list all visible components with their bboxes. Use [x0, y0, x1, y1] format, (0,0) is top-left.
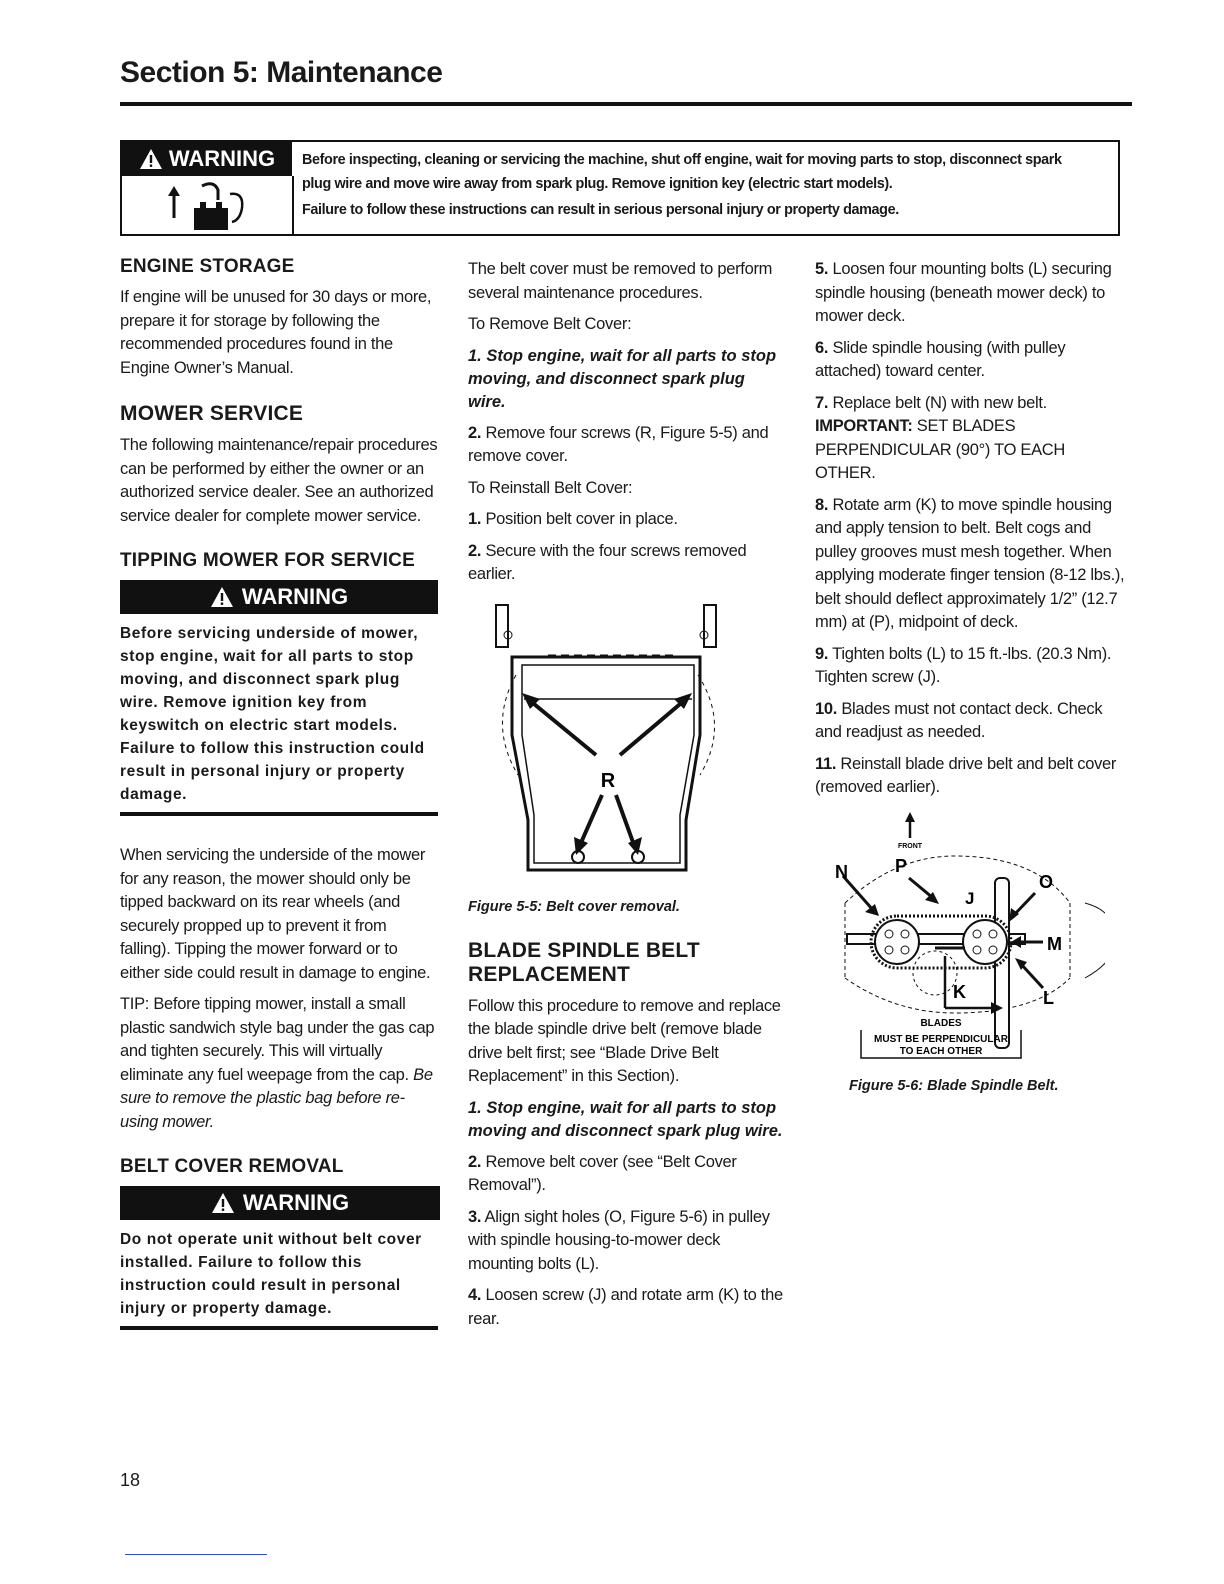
- blade-spindle-heading-1: BLADE SPINDLE BELT: [468, 938, 700, 962]
- page-number: 18: [120, 1470, 141, 1490]
- top-warning-label: WARNING: [122, 142, 292, 176]
- figure-label-n: N: [835, 861, 848, 882]
- figure-label-l: L: [1043, 987, 1054, 1008]
- blade-step-11: 11. Reinstall blade drive belt and belt cover (removed earlier).: [815, 754, 1117, 796]
- blade-step-9: 9. Tighten bolts (L) to 15 ft.-lbs. (20.3 Nm). Tighten screw (J).: [815, 644, 1112, 686]
- tip-text: TIP: Before tipping mower, install a small plastic sandwich style bag under the gas cap and tighten securely. This will virtually eliminate any fuel weepage from the cap. Be sure to remove the plastic bag before re-using mower.: [120, 995, 435, 1131]
- belt-cover-warning-text: Do not operate unit without belt cover installed. Failure to follow this instruction could result in personal injury or property damage.: [120, 1231, 422, 1317]
- figure-label-p: P: [895, 855, 908, 876]
- figure-5-5-caption: Figure 5-5: Belt cover removal.: [468, 898, 680, 915]
- blade-step-5: 5. Loosen four mounting bolts (L) securing spindle housing (beneath mower deck) to mower deck.: [815, 260, 1112, 325]
- belt-cover-warning-rule: [120, 1326, 438, 1330]
- column-2: [468, 258, 783, 1339]
- belt-cover-heading: BELT COVER REMOVAL: [120, 1156, 344, 1177]
- blade-step-3: 3. Align sight holes (O, Figure 5-6) in pulley with spindle housing-to-mower deck mounting bolts (L).: [468, 1207, 770, 1273]
- figure-label-k: K: [953, 981, 966, 1002]
- figure-5-6-caption: Figure 5-6: Blade Spindle Belt.: [849, 1077, 1059, 1094]
- blade-step-7: 7. Replace belt (N) with new belt.: [815, 393, 1047, 412]
- blade-step-6: 6. Slide spindle housing (with pulley attached) toward center.: [815, 338, 1066, 380]
- disconnect-spark-plug-icon: [122, 176, 294, 234]
- figure-label-blades: BLADES: [920, 1017, 962, 1029]
- figure-label-m: M: [1047, 933, 1062, 954]
- belt-cover-warning-label: WARNING: [120, 1186, 440, 1220]
- blade-step-1: 1. Stop engine, wait for all parts to stop moving and disconnect spark plug wire.: [468, 1098, 783, 1140]
- figure-label-front: FRONT: [897, 842, 923, 850]
- column-1: [120, 256, 438, 1330]
- engine-storage-heading: ENGINE STORAGE: [120, 256, 295, 277]
- mower-service-text: The following maintenance/repair procedures can be performed by either the owner or an authorized service dealer. See an authorized service dealer for complete mower service.: [120, 436, 438, 525]
- bottom-link-line: [125, 1554, 267, 1555]
- column-3: [815, 258, 1125, 1094]
- tipping-heading: TIPPING MOWER FOR SERVICE: [120, 550, 415, 571]
- tipping-text: When servicing the underside of the mower for any reason, the mower should only be tipped backward on its rear wheels (and securely propped up to prevent it from falling). Tipping the mower forward or to either side could result in damage to engine.: [120, 846, 431, 982]
- blade-step-8: 8. Rotate arm (K) to move spindle housing and apply tension to belt. Belt cogs and pulley grooves must mesh together. When applying moderate finger tension (8-12 lbs.), belt should deflect approximately 1/2” (12.7 mm) at (P), midpoint of deck.: [815, 495, 1125, 631]
- title-rule: [120, 102, 1132, 106]
- remove-step-1: 1. Stop engine, wait for all parts to stop moving, and disconnect spark plug wire.: [468, 346, 777, 411]
- warning-triangle-icon: [210, 586, 234, 608]
- top-warning-text: Before inspecting, cleaning or servicing the machine, shut off engine, wait for moving parts to stop, disconnect spark plug wire and move wire away from spark plug. Remove ignition key (electric start models). Failure to follow these instructions can result in serious personal injury or property damage.: [302, 151, 1062, 218]
- reinstall-belt-cover-heading: To Reinstall Belt Cover:: [468, 478, 633, 497]
- engine-storage-text: If engine will be unused for 30 days or more, prepare it for storage by following the recommended procedures found in the Engine Owner’s Manual.: [120, 288, 432, 377]
- blade-spindle-belt-figure: [785, 808, 1105, 1068]
- belt-cover-intro: The belt cover must be removed to perform several maintenance procedures.: [468, 260, 773, 302]
- tipping-warning-text: Before servicing underside of mower, stop engine, wait for all parts to stop moving, and disconnect spark plug wire. Remove ignition key from keyswitch on electric start models. Failure to follow this instruction could result in personal injury or property damage.: [120, 625, 425, 803]
- blade-spindle-intro: Follow this procedure to remove and replace the blade spindle drive belt (remove blade drive belt first; see “Blade Drive Belt Replacement” in this Section).: [468, 996, 781, 1085]
- figure-label-o: O: [1039, 871, 1054, 892]
- blade-spindle-heading-2: REPLACEMENT: [468, 962, 631, 986]
- page-title: Section 5: Maintenance: [120, 56, 443, 89]
- mower-service-heading: MOWER SERVICE: [120, 402, 304, 425]
- belt-cover-figure: [468, 595, 768, 885]
- figure-label-r: R: [600, 769, 616, 792]
- figure-label-perpendicular-1: MUST BE PERPENDICULAR: [874, 1033, 1008, 1045]
- figure-label-perpendicular-2: TO EACH OTHER: [899, 1045, 983, 1057]
- warning-triangle-icon: [211, 1192, 235, 1214]
- remove-step-2: 2. Remove four screws (R, Figure 5-5) and remove cover.: [468, 423, 769, 465]
- blade-step-10: 10. Blades must not contact deck. Check and readjust as needed.: [815, 699, 1103, 741]
- tipping-warning-rule: [120, 812, 438, 816]
- figure-label-j: J: [965, 888, 975, 908]
- reinstall-step-1: 1. Position belt cover in place.: [468, 510, 678, 528]
- tipping-warning-label: WARNING: [120, 580, 438, 614]
- top-warning-box: [120, 140, 1120, 236]
- blade-step-4: 4. Loosen screw (J) and rotate arm (K) to the rear.: [468, 1286, 783, 1328]
- important-note: IMPORTANT: SET BLADES PERPENDICULAR (90°) TO EACH OTHER.: [815, 417, 1066, 482]
- reinstall-step-2: 2. Secure with the four screws removed earlier.: [468, 541, 747, 583]
- warning-triangle-icon: [139, 148, 163, 170]
- blade-step-2: 2. Remove belt cover (see “Belt Cover Removal”).: [468, 1152, 737, 1194]
- remove-belt-cover-heading: To Remove Belt Cover:: [468, 315, 632, 333]
